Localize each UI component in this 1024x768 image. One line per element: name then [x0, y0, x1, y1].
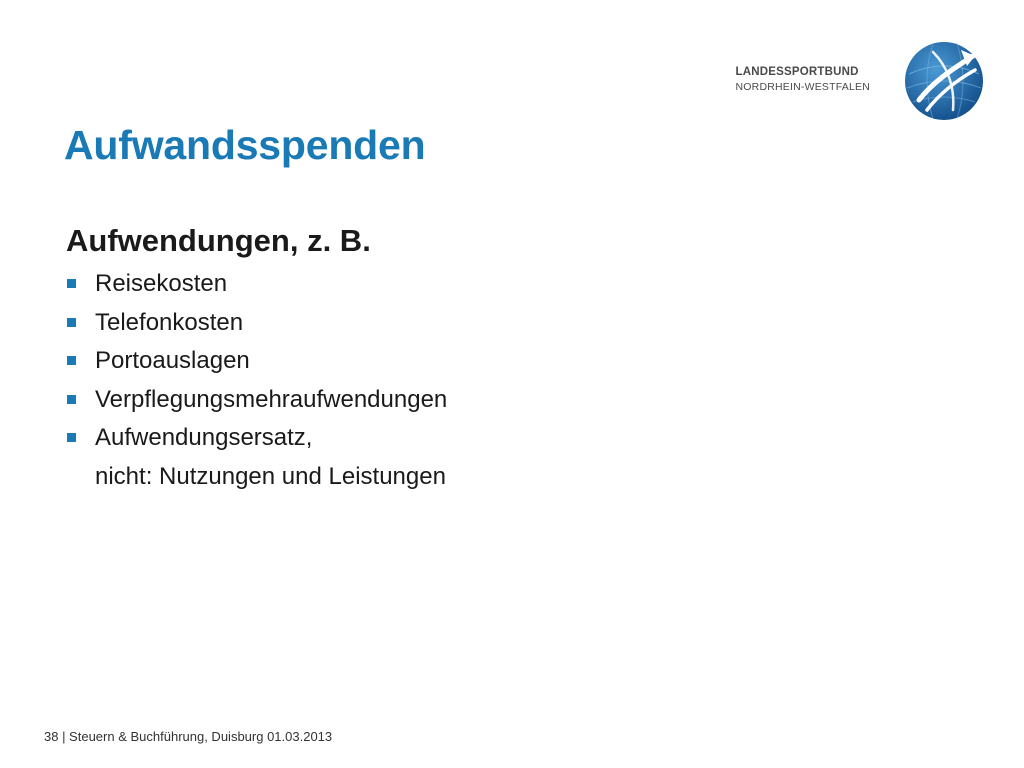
bullet-text: Verpflegungsmehraufwendungen	[95, 385, 448, 413]
bullet-text: Reisekosten	[95, 270, 228, 297]
slide-title: Aufwandsspenden	[64, 122, 426, 168]
logo-text	[736, 64, 870, 94]
bullet-item	[66, 304, 447, 343]
bullet-item	[66, 419, 447, 496]
bullet-continuation-text: nicht: Nutzungen und Leistungen	[95, 462, 446, 490]
bullet-item	[66, 381, 447, 420]
slide-footer: 38 | Steuern & Buchführung, Duisburg 01.03.2013	[44, 729, 333, 744]
globe-swoosh-icon	[903, 40, 985, 122]
square-bullet-icon	[67, 356, 76, 365]
bullet-text: Telefonkosten	[95, 308, 244, 336]
bullet-list	[66, 265, 447, 496]
landessportbund-logo	[735, 40, 985, 122]
square-bullet-icon	[67, 433, 76, 442]
square-bullet-icon	[67, 395, 76, 404]
bullet-text: Portoauslagen	[95, 347, 250, 374]
bullet-text: Aufwendungsersatz,	[95, 424, 313, 451]
bullet-item	[66, 342, 447, 381]
square-bullet-icon	[67, 279, 76, 288]
bullet-item	[66, 265, 447, 304]
logo-line-1: LANDESSPORTBUND	[735, 66, 859, 78]
logo-line-2: NORDRHEIN-WESTFALEN	[735, 81, 870, 93]
section-heading: Aufwendungen, z. B.	[66, 223, 371, 258]
square-bullet-icon	[67, 318, 76, 327]
